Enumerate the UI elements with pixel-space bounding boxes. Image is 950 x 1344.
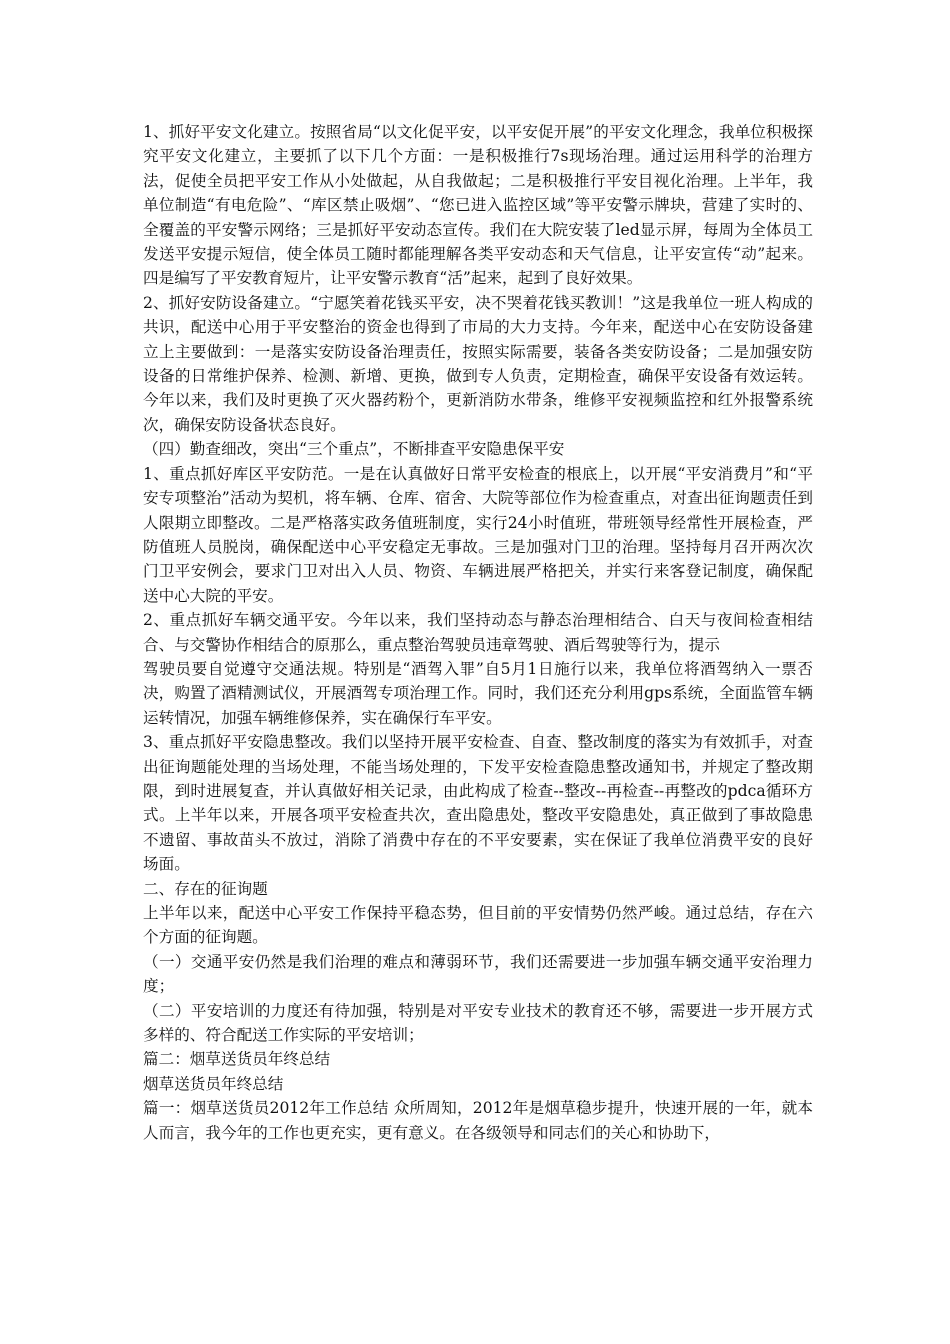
section-heading-inspection: （四）勤查细改，突出“三个重点”，不断排查平安隐患保平安 (143, 440, 565, 459)
paragraph-traffic-safety: 2、重点抓好车辆交通平安。今年以来，我们坚持动态与静态治理相结合、白天与夜间检查相结合、与交警协作相结合的原那么，重点整治驾驶员违章驾驶、酒后驾驶等行为，提示 (143, 611, 813, 654)
document-body (143, 120, 813, 1145)
paragraph-hazard-rectification: 3、重点抓好平安隐患整改。我们以坚持开展平安检查、自查、整改制度的落实为有效抓手，对查出征询题能处理的当场处理，不能当场处理的，下发平安检查隐患整改通知书，并规定了整改期限，到时进展复查，并认真做好相关记录，由此构成了检查--整改--再检查--再整改的pdca循环方式。上半年以来，开展各项平安检查共次，查出隐患处，整改平安隐患处，真正做到了事故隐患不遗留、事故苗头不放过，消除了消费中存在的不平安要素，实在保证了我单位消费平安的良好场面。 (143, 733, 813, 874)
paragraph-traffic-safety-cont: 驾驶员要自觉遵守交通法规。特别是“酒驾入罪”自5月1日施行以来，我单位将酒驾纳入一票否决，购置了酒精测试仪，开展酒驾专项治理工作。同时，我们还充分利用gps系统，全面监管车辆运转情况，加强车辆维修保养，实在确保行车平安。 (143, 659, 813, 727)
paragraph-culture: 1、抓好平安文化建立。按照省局“以文化促平安，以平安促开展”的平安文化理念，我单位积极探究平安文化建立，主要抓了以下几个方面：一是积极推行7s现场治理。通过运用科学的治理方法，促使全员把平安工作从小处做起，从自我做起；二是积极推行平安目视化治理。上半年，我单位制造“有电危险”、“库区禁止吸烟”、“您已进入监控区域”等平安警示牌块，营建了实时的、全覆盖的平安警示网络；三是抓好平安动态宣传。我们在大院安装了led显示屏，每周为全体员工发送平安提示短信，使全体员工随时都能理解各类平安动态和天气信息，让平安宣传“动”起来。四是编写了平安教育短片，让平安警示教育“活”起来，起到了良好效果。 (143, 123, 813, 288)
chapter-subheading: 烟草送货员年终总结 (143, 1074, 284, 1093)
section-heading-problems: 二、存在的征询题 (143, 879, 268, 898)
paragraph-problem-1: （一）交通平安仍然是我们治理的难点和薄弱环节，我们还需要进一步加强车辆交通平安治理力度； (143, 952, 813, 996)
paragraph-problems-summary: 上半年以来，配送中心平安工作保持平稳态势，但目前的平安情势仍然严峻。通过总结，存在六个方面的征询题。 (143, 904, 813, 947)
paragraph-intro: 篇一：烟草送货员2012年工作总结 众所周知，2012年是烟草稳步提升，快速开展的一年，就本人而言，我今年的工作也更充实，更有意义。在各级领导和同志们的关心和协助下， (143, 1099, 813, 1142)
paragraph-warehouse-safety: 1、重点抓好库区平安防范。一是在认真做好日常平安检查的根底上，以开展“平安消费月”和“平安专项整治”活动为契机，将车辆、仓库、宿舍、大院等部位作为检查重点，对查出征询题责任到人限期立即整改。二是严格落实政务值班制度，实行24小时值班，带班领导经常性开展检查，严防值班人员脱岗，确保配送中心平安稳定无事故。三是加强对门卫的治理。坚持每月召开两次次门卫平安例会，要求门卫对出入人员、物资、车辆进展严格把关，并实行来客登记制度，确保配送中心大院的平安。 (143, 464, 813, 605)
paragraph-equipment: 2、抓好安防设备建立。“宁愿笑着花钱买平安，决不哭着花钱买教训！”这是我单位一班人构成的共识，配送中心用于平安整治的资金也得到了市局的大力支持。今年来，配送中心在安防设备建立上主要做到：一是落实安防设备治理责任，按照实际需要，装备各类安防设备；二是加强安防设备的日常维护保养、检测、新增、更换，做到专人负责，定期检查，确保平安设备有效运转。今年以来，我们及时更换了灭火器药粉个，更新消防水带条，维修平安视频监控和红外报警系统次，确保安防设备状态良好。 (143, 293, 813, 434)
paragraph-problem-2: （二）平安培训的力度还有待加强，特别是对平安专业技术的教育还不够，需要进一步开展方式多样的、符合配送工作实际的平安培训； (143, 1001, 813, 1045)
chapter-heading: 篇二：烟草送货员年终总结 (143, 1050, 331, 1069)
